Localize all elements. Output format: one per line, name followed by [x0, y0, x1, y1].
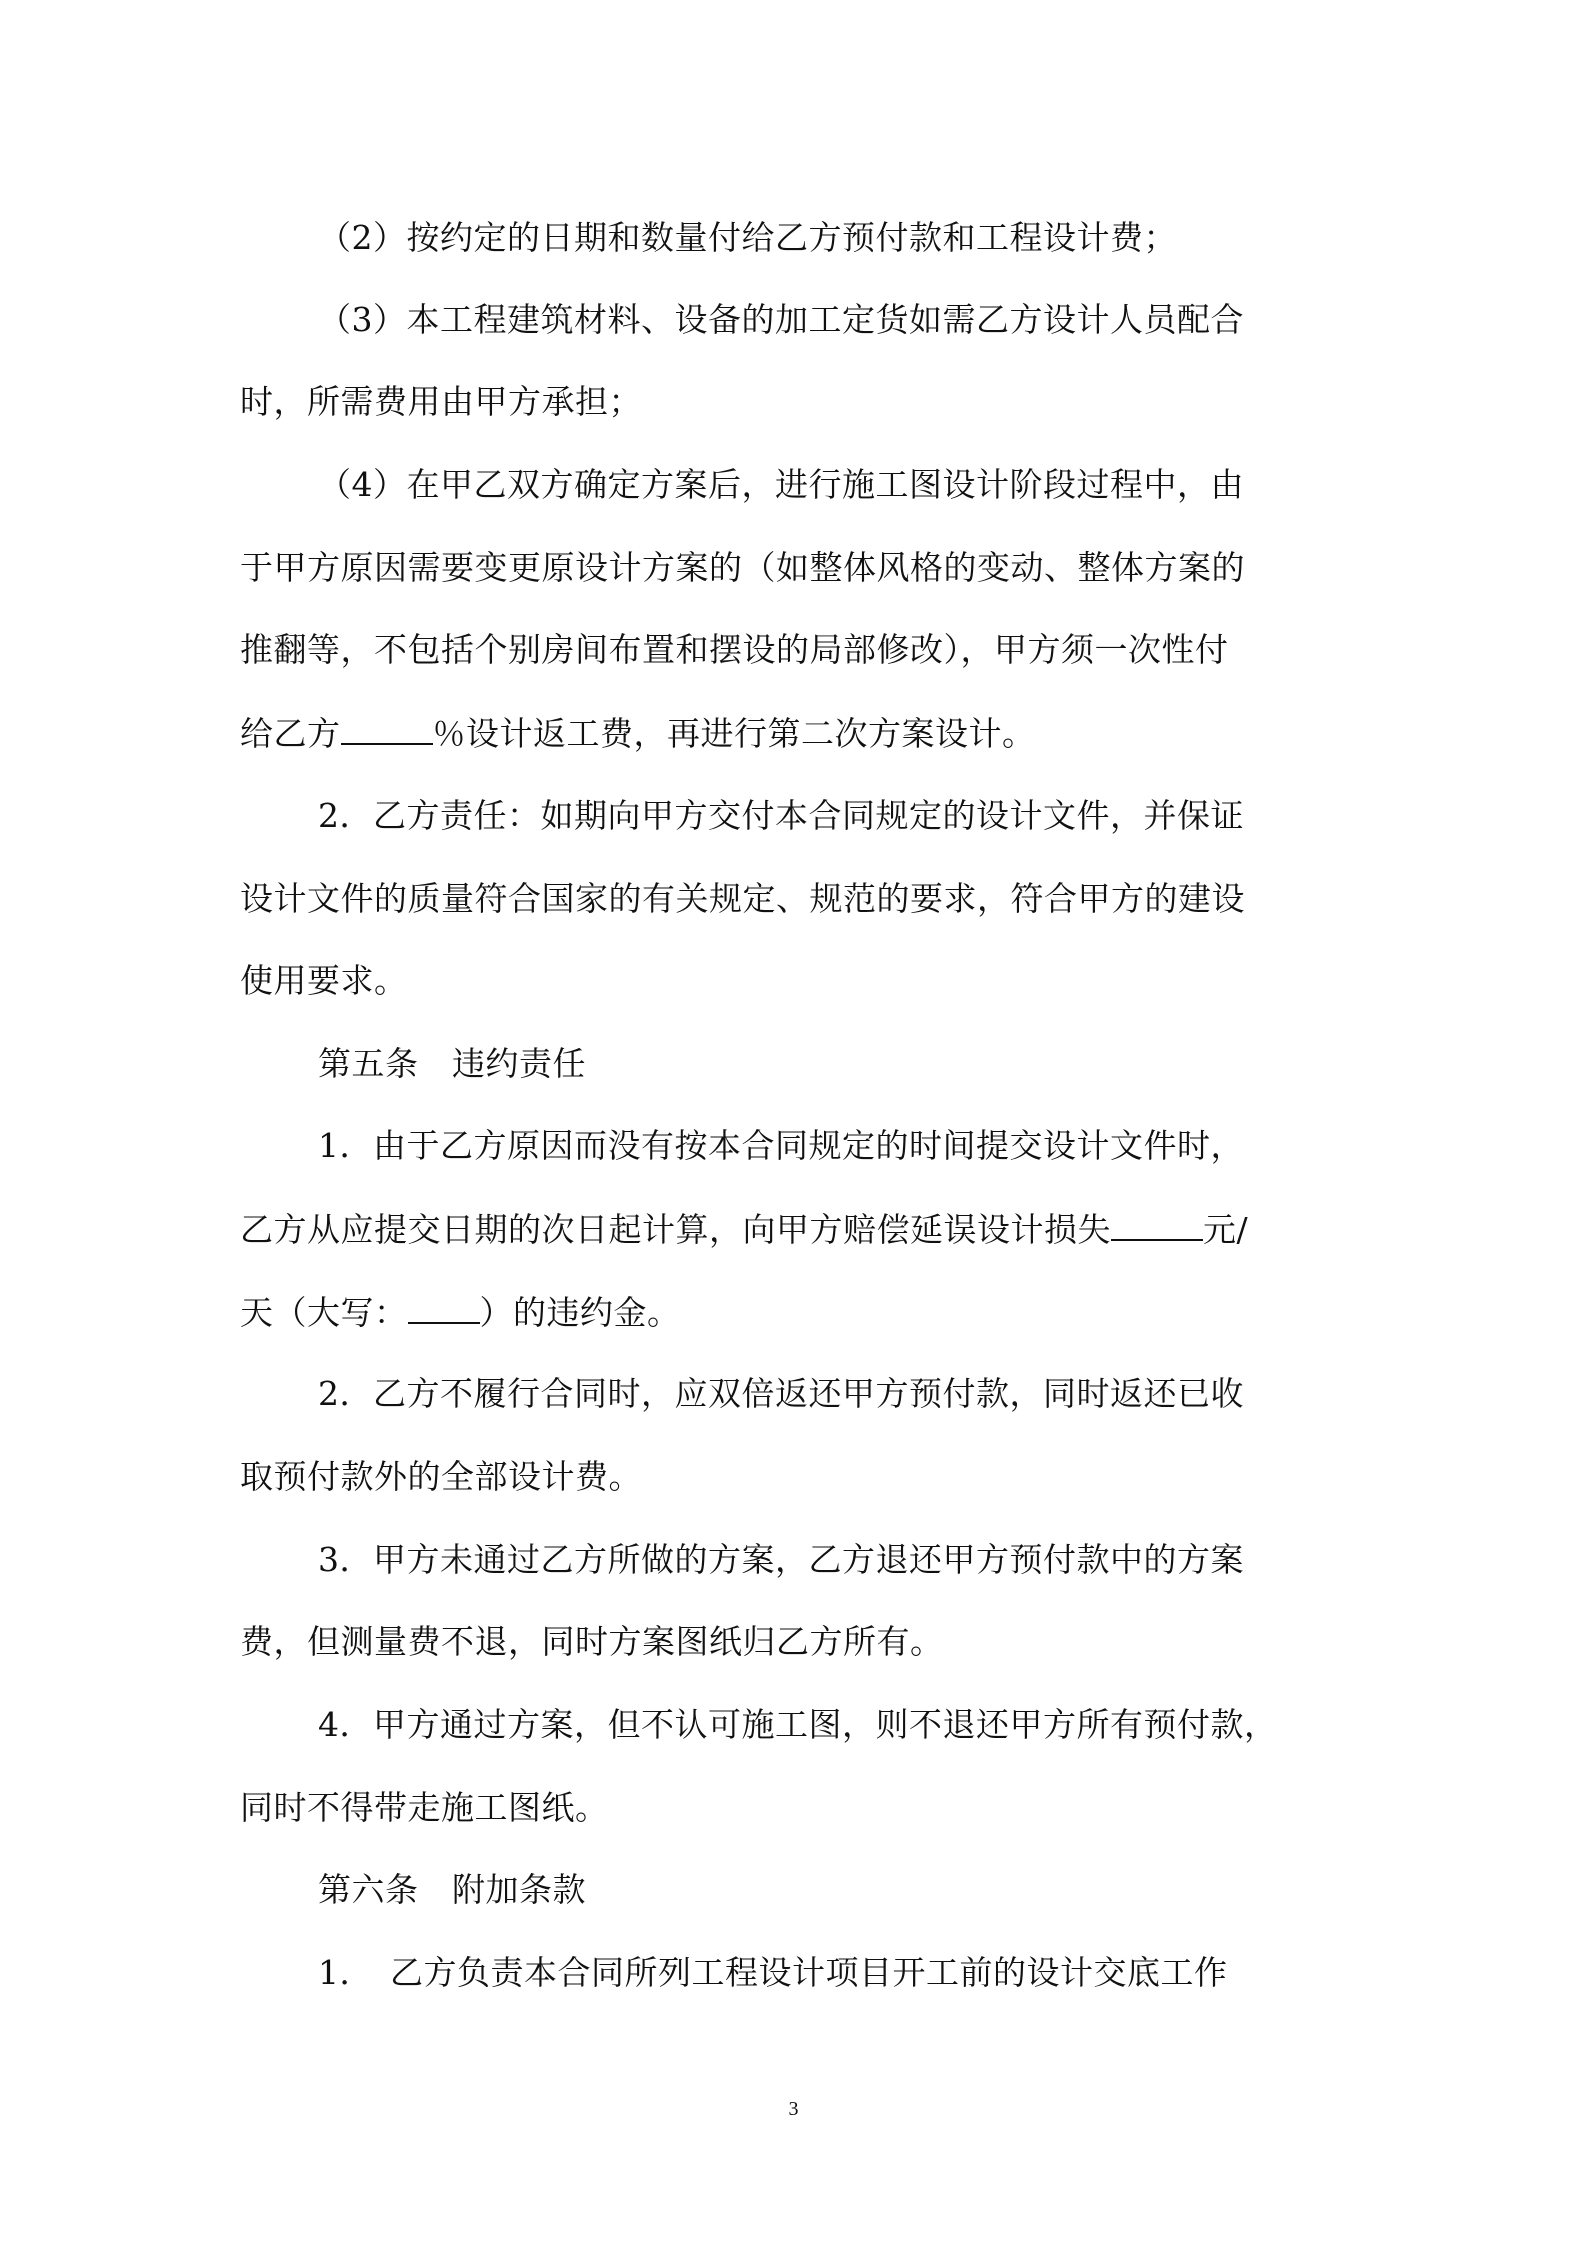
clause-line: （3）本工程建筑材料、设备的加工定货如需乙方设计人员配合: [318, 300, 1244, 339]
fill-in-blank: [408, 1292, 480, 1324]
clause-line: 使用要求。: [240, 961, 408, 1000]
clause-line: （4）在甲乙双方确定方案后，进行施工图设计阶段过程中，由: [318, 465, 1244, 504]
clause-line: 同时不得带走施工图纸。: [240, 1788, 609, 1827]
clause-line: 天（大写： ）的违约金。: [240, 1293, 681, 1332]
clause-line: 于甲方原因需要变更原设计方案的（如整体风格的变动、整体方案的: [240, 548, 1245, 587]
clause-line: 设计文件的质量符合国家的有关规定、规范的要求，符合甲方的建设: [240, 879, 1245, 918]
clause-line: 2．乙方责任：如期向甲方交付本合同规定的设计文件，并保证: [318, 796, 1244, 835]
clause-line: 取预付款外的全部设计费。: [240, 1457, 642, 1496]
clause-line: 推翻等，不包括个别房间布置和摆设的局部修改），甲方须一次性付: [240, 630, 1229, 669]
clause-line: 4．甲方通过方案，但不认可施工图，则不退还甲方所有预付款，: [318, 1705, 1278, 1744]
clause-line: 3．甲方未通过乙方所做的方案，乙方退还甲方预付款中的方案: [318, 1540, 1244, 1579]
clause-line: （2）按约定的日期和数量付给乙方预付款和工程设计费；: [318, 218, 1177, 257]
page-number: 3: [788, 2098, 799, 2120]
section-heading: 第五条 违约责任: [318, 1044, 586, 1083]
clause-line: 给乙方 ％设计返工费，再进行第二次方案设计。: [240, 714, 1036, 753]
section-heading: 第六条 附加条款: [318, 1870, 586, 1909]
clause-line: 乙方从应提交日期的次日起计算，向甲方赔偿延误设计损失 元/: [240, 1210, 1249, 1249]
clause-line: 时，所需费用由甲方承担；: [240, 382, 642, 421]
clause-line: 1． 乙方负责本合同所列工程设计项目开工前的设计交底工作: [318, 1953, 1228, 1992]
clause-line: 1．由于乙方原因而没有按本合同规定的时间提交设计文件时，: [318, 1126, 1244, 1165]
fill-in-blank: [1111, 1209, 1203, 1241]
clause-line: 费，但测量费不退，同时方案图纸归乙方所有。: [240, 1622, 944, 1661]
fill-in-blank: [341, 713, 433, 745]
clause-line: 2．乙方不履行合同时，应双倍返还甲方预付款，同时返还已收: [318, 1374, 1244, 1413]
